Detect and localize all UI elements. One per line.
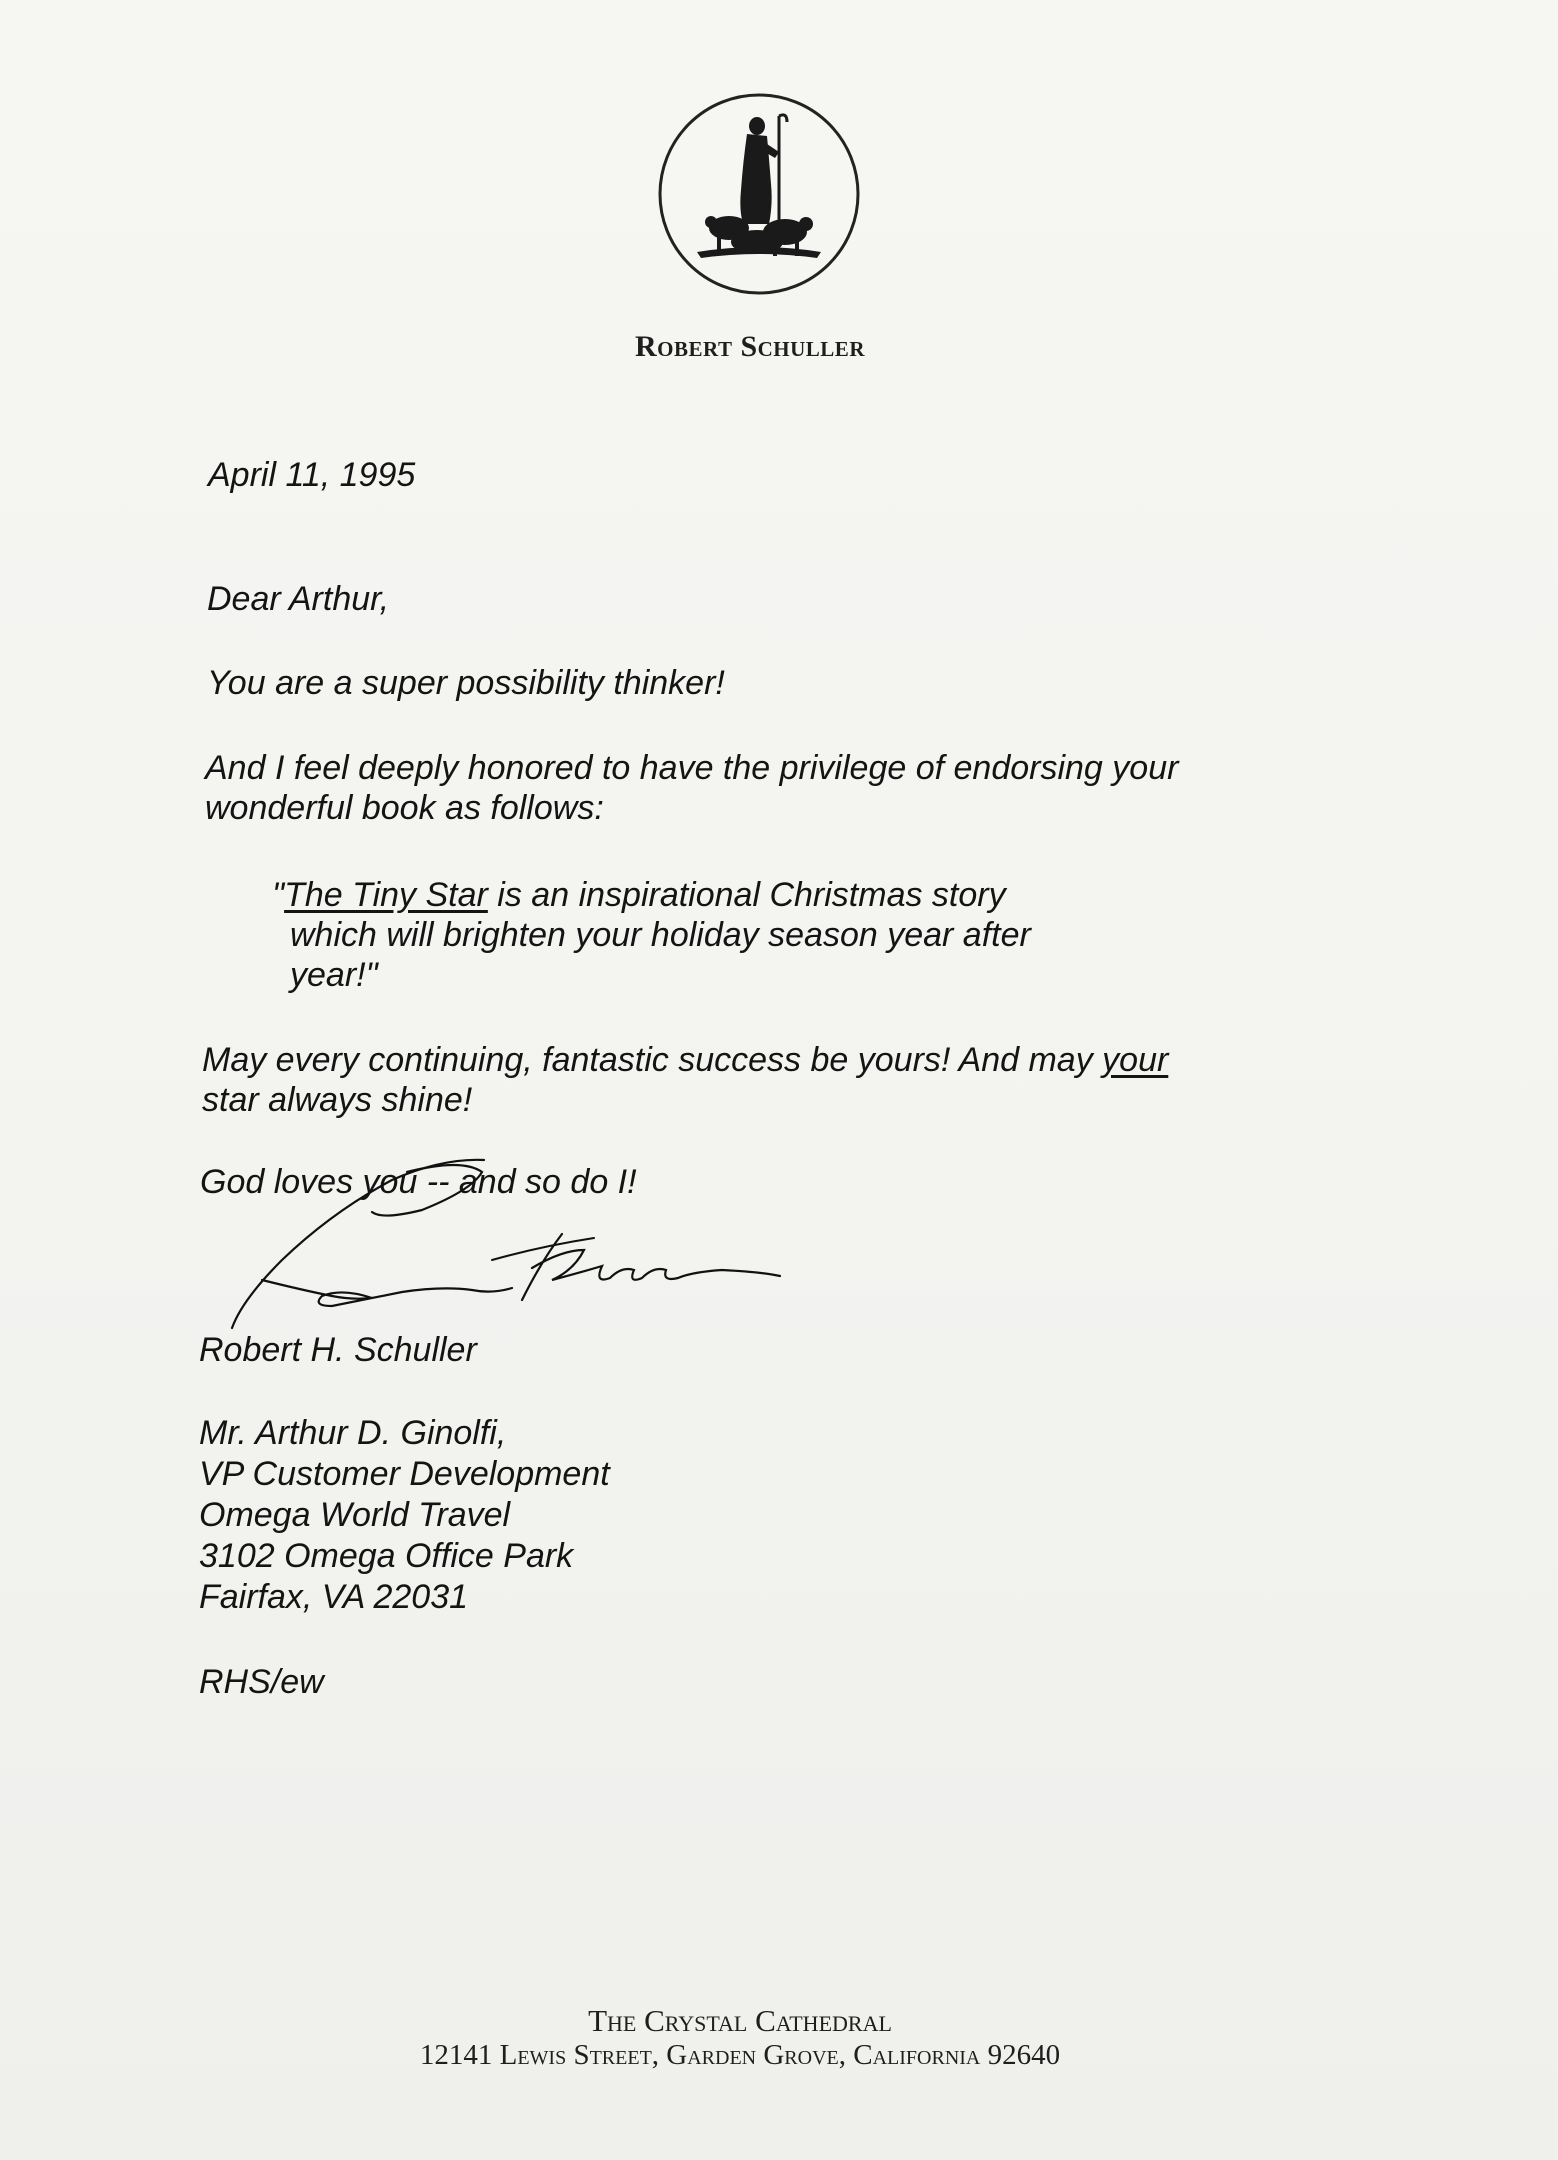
footer-address: 12141 Lewis Street, Garden Grove, California 92640 [419, 2039, 1061, 2071]
quote-open-mark: " [272, 876, 285, 914]
recipient-line: Mr. Arthur D. Ginolfi, [199, 1414, 507, 1452]
footer-organization: The Crystal Cathedral [588, 2003, 892, 2038]
shepherd-seal-icon [657, 92, 861, 296]
quote-line-1-rest: is an inspirational Christmas story [487, 876, 1006, 914]
recipient-line: 3102 Omega Office Park [199, 1537, 574, 1575]
recipient-line: VP Customer Development [199, 1455, 610, 1493]
book-title: The Tiny Star [284, 876, 488, 914]
recipient-line: Fairfax, VA 22031 [199, 1578, 469, 1616]
paragraph-wishes-line-2: star always shine! [202, 1081, 473, 1119]
paragraph-endorsement-line-2: wonderful book as follows: [205, 789, 604, 827]
quote-line-2: which will brighten your holiday season year after [290, 916, 1031, 954]
quote-line-1 [272, 875, 1006, 915]
closing-line: God loves you -- and so do I! [200, 1163, 637, 1201]
letterhead-name: Robert Schuller [635, 330, 865, 363]
paragraph-endorsement-line-1: And I feel deeply honored to have the privilege of endorsing your [205, 749, 1179, 787]
signer-name: Robert H. Schuller [199, 1331, 477, 1369]
recipient-line: Omega World Travel [199, 1496, 511, 1534]
paragraph-wishes-line-1-text: May every continuing, fantastic success be yours! And may [202, 1041, 1103, 1079]
typist-initials: RHS/ew [199, 1663, 324, 1701]
letter-date: April 11, 1995 [208, 456, 416, 494]
salutation: Dear Arthur, [207, 580, 390, 618]
quote-line-3: year!" [290, 956, 378, 994]
underlined-your: your [1102, 1041, 1169, 1079]
handwritten-signature-icon [222, 1150, 802, 1350]
paragraph-wishes-line-1 [202, 1040, 1168, 1080]
paragraph-intro: You are a super possibility thinker! [207, 664, 725, 702]
